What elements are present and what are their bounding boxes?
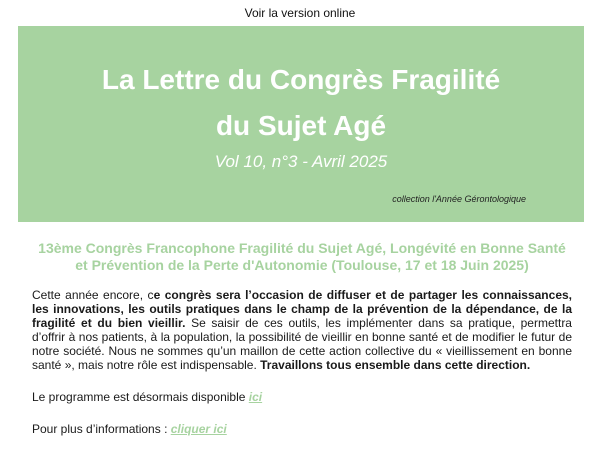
intro-bold-text: e congrès sera l’occasion de diffuser et de partager les connaissances, les innovations, les outils pratiques dans le champ de la prévention de la dépendance, de la fragilité et du bien vieillir. (32, 288, 572, 330)
info-link[interactable]: cliquer ici (170, 422, 227, 436)
banner-title-line2: du Sujet Agé (215, 110, 387, 141)
intro-closing-bold: Travaillons tous ensemble dans cette direction. (260, 358, 531, 372)
article-headline: 13ème Congrès Francophone Fragilité du Sujet Agé, Longévité en Bonne Santé et Prévention de la Perte d'Autonomie (Toulouse, 17 et 18 Juin 2025) (38, 240, 566, 273)
info-text: Pour plus d’informations : (32, 422, 171, 436)
programme-line (32, 390, 572, 404)
banner-title-line1: La Lettre du Congrès Fragilité (101, 64, 501, 95)
info-line (32, 422, 572, 436)
banner-volume: Vol 10, n°3 - Avril 2025 (214, 152, 388, 171)
newsletter-banner (18, 26, 584, 222)
intro-text: Cette année encore, c (32, 288, 154, 302)
view-online-link[interactable]: Voir la version online (244, 6, 356, 20)
banner-collection: collection l'Année Gérontologique (392, 194, 526, 204)
article-body (32, 240, 572, 436)
programme-text: Le programme est désormais disponible (32, 390, 249, 404)
view-online-bar (0, 6, 600, 20)
intro-middle-text: Se saisir de ces outils, les implémenter dans sa pratique, permettra d’offrir à nos patients, à la population, la possibilité de vieillir en bonne santé et de modifier le futur de notre société. Nous ne sommes qu’un maillon de cette action collective du « vieillissement en bonne santé », mais notre rôle est indispensable. (32, 316, 572, 372)
programme-link[interactable]: ici (248, 390, 263, 404)
intro-paragraph (32, 288, 572, 372)
